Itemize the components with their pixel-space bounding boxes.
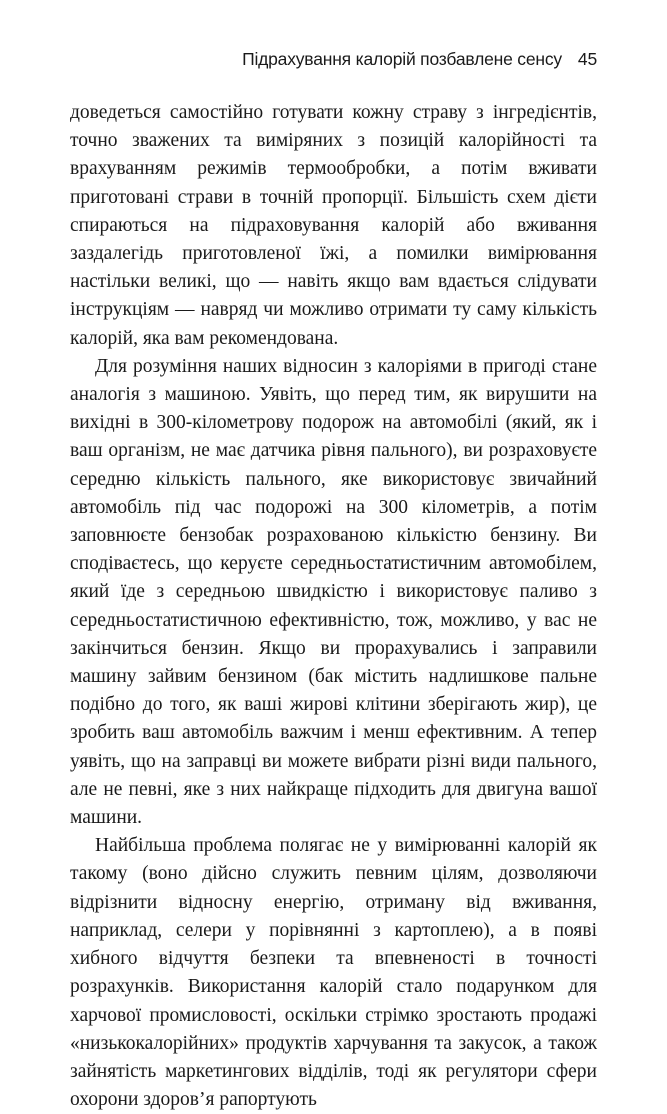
paragraph-1: доведеться самостійно готувати кожну страву з інгредієнтів, точно зважених та виміряних з позицій калорійності та врахуванням режимів термообробки, а потім вживати приготовані страви в точній пропорції. Більшість схем дієти спираються на підраховування калорій або вживання заздалегідь приготовленої їжі, а помилки вимірювання настільки великі, що — навіть якщо вам вдається слідувати інструкціям — навряд чи можливо отримати ту саму кількість калорій, яка вам рекомендована. — [70, 102, 597, 349]
paragraph-2: Для розуміння наших відносин з калоріями в пригоді стане аналогія з машиною. Уявіть, що перед тим, як вирушити на вихідні в 300-кілометрову подорож на автомобілі (який, як і ваш організм, не має датчика рівня пального), ви розраховуєте середню кількість пального, яке використовує звичайний автомобіль під час подорожі на 300 кілометрів, а потім заповнюєте бензобак розрахованою кількістю бензину. Ви сподіваєтесь, що керуєте середньостатистичним автомобілем, який їде з середньою швидкістю і використовує паливо з середньостатистичною ефективністю, тож, можливо, у вас не закінчиться бензин. Якщо ви прорахувались і заправили машину зайвим бензином (бак містить надлишкове пальне подібно до того, як ваші жирові клітини зберігають жир), це зробить ваш автомобіль важчим і менш ефективним. А тепер уявіть, що на заправці ви можете вибрати різні види пального, але не певні, яке з них найкраще підходить для двигуна вашої машини. — [70, 355, 597, 829]
body-text — [70, 99, 597, 1114]
running-header — [70, 49, 597, 70]
running-title: Підрахування калорій позбавлене сенсу — [242, 49, 562, 69]
page-number: 45 — [577, 49, 597, 69]
paragraph-3: Найбільша проблема полягає не у вимірюванні калорій як такому (воно дійсно служить певним цілям, дозволяючи відрізнити відносну енергію, отриману від вживання, наприклад, селери у порівнянні з картоплею), а в появі хибного відчуття безпеки та впевненості в точності розрахунків. Використання калорій стало подарунком для харчової промисловості, оскільки стрімко зростають продажі «низькокалорійних» продуктів харчування та закусок, а також зайнятість маркетингових відділів, тоді як регулятори сфери охорони здоров’я рапортують — [70, 835, 597, 1111]
